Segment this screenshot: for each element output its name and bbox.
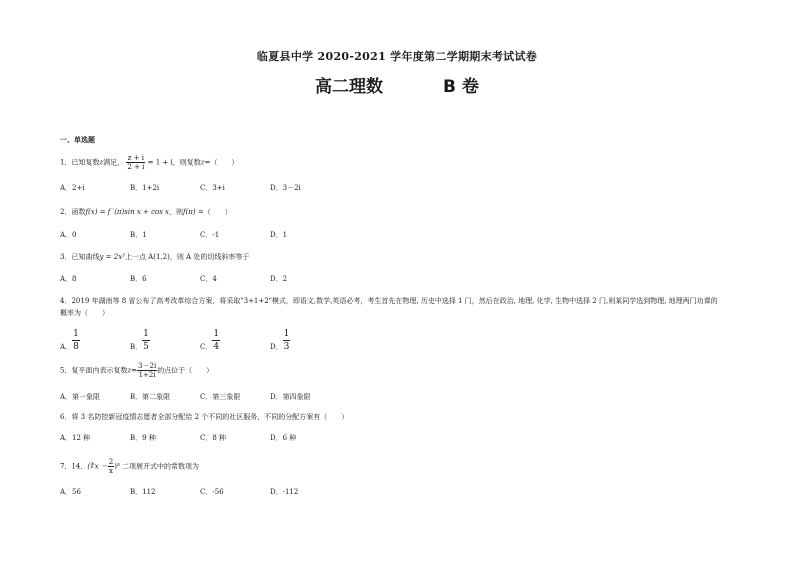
q3-option-d[interactable]: D．2 xyxy=(270,275,288,283)
question-3 xyxy=(60,252,249,262)
q4-c-label: C． xyxy=(200,343,213,351)
q2-post: （ ） xyxy=(203,208,232,216)
q5-option-a[interactable]: A．第一象限 xyxy=(60,393,101,401)
q4-d-fraction xyxy=(283,328,291,353)
q2-option-a[interactable]: A．0 xyxy=(60,231,77,239)
q5-frac-den: 1+2i xyxy=(138,371,156,379)
q1-frac-den: 2 + i xyxy=(127,163,145,171)
section-heading: 一、单选题 xyxy=(60,135,95,144)
q7-frac-num: 2 xyxy=(108,458,114,466)
q2-option-c[interactable]: C．-1 xyxy=(200,231,220,239)
q2-option-d[interactable]: D．1 xyxy=(270,231,288,239)
q5-option-b[interactable]: B．第二象限 xyxy=(130,393,171,401)
q4-d-label: D． xyxy=(270,343,283,351)
q7-post: 二项展开式中的常数项为 xyxy=(122,462,199,471)
q4-option-d[interactable] xyxy=(270,328,290,353)
q2-text: 2．函数 xyxy=(60,208,86,216)
q3-text: 3．已知曲线 xyxy=(60,253,100,261)
q1-post: =（ ） xyxy=(204,158,239,167)
q1-option-a[interactable]: A．2+i xyxy=(60,184,85,192)
q4-b-fraction xyxy=(142,328,150,353)
q1-frac-num: z + i xyxy=(127,154,145,162)
q1-option-b[interactable]: B．1+2i xyxy=(130,184,160,192)
q4-option-b[interactable] xyxy=(130,328,150,353)
q4-option-c[interactable] xyxy=(200,328,220,353)
question-6: 6．将 3 名防控新冠疫情志愿者全部分配给 2 个不同的社区服务，不同的分配方案有（ ） xyxy=(60,413,349,421)
q1-option-c[interactable]: C．3+i xyxy=(200,184,225,192)
q3-expr: y = 2x³ xyxy=(99,253,125,261)
q4-c-fraction xyxy=(212,328,220,353)
q3-option-b[interactable]: B．6 xyxy=(130,275,147,283)
q5-option-c[interactable]: C．第三象限 xyxy=(200,393,241,401)
q7-text: 7．14． xyxy=(60,462,88,471)
q1-fraction xyxy=(126,154,145,171)
paper-version-label: B 卷 xyxy=(443,77,479,97)
q7-option-d[interactable]: D．-112 xyxy=(270,488,299,496)
question-7 xyxy=(60,458,199,475)
q7-option-c[interactable]: C．-56 xyxy=(200,488,224,496)
q4-b-num: 1 xyxy=(143,329,149,339)
q1-var: z xyxy=(99,158,104,167)
q3-option-a[interactable]: A．8 xyxy=(60,275,77,283)
q6-option-a[interactable]: A．12 种 xyxy=(60,434,91,442)
q5-frac-num: 3－2i xyxy=(138,362,157,370)
q2-mid: ，则 xyxy=(168,208,183,216)
exam-title: 临夏县中学 2020-2021 学年度第二学期期末考试试卷 xyxy=(256,50,538,63)
q7-expr-a: (∛x － xyxy=(87,462,108,471)
q7-expr-b: )⁸ xyxy=(114,462,120,471)
q4-a-fraction xyxy=(72,328,80,353)
q1-mid: 满足， xyxy=(103,158,125,167)
q2-option-b[interactable]: B．1 xyxy=(130,231,147,239)
question-5 xyxy=(60,362,213,379)
q2-expr: f(x) = f ′(π)sin x + cos x xyxy=(85,208,169,216)
q1-var2: z xyxy=(200,158,205,167)
q3-post: 上一点 A(1,2)，则 A 处的切线斜率等于 xyxy=(124,253,250,261)
q4-b-label: B． xyxy=(130,343,143,351)
q7-frac-den: x xyxy=(109,467,113,475)
q5-fraction xyxy=(137,362,157,379)
q7-option-a[interactable]: A．56 xyxy=(60,488,81,496)
q4-c-num: 1 xyxy=(213,329,220,339)
q1-rhs: = 1 + i，则复数 xyxy=(147,158,201,167)
question-1 xyxy=(60,154,238,171)
q7-option-b[interactable]: B．112 xyxy=(130,488,156,496)
q6-option-b[interactable]: B．9 种 xyxy=(130,434,156,442)
q2-expr2: f(π) = xyxy=(182,208,204,216)
q4-a-label: A． xyxy=(60,343,73,351)
q4-d-num: 1 xyxy=(283,329,290,339)
q5-option-d[interactable]: D．第四象限 xyxy=(270,393,311,401)
question-2 xyxy=(60,207,232,217)
q4-a-den: 8 xyxy=(73,342,79,352)
q4-b-den: 5 xyxy=(143,342,149,352)
q4-d-den: 3 xyxy=(283,342,290,352)
q5-post: 的点位于（ ） xyxy=(157,366,214,375)
question-4: 4．2019 年湖南等 8 省公布了高考改革综合方案，将采取"3+1+2"模式，即语文,数学,英语必考，考生首先在物理, 历史中选择 1 门，然后在政治, 地理, 化学, 生物中选择 2 门,则某同学选到物理, 地理两门功课的概率为（ ） xyxy=(60,297,718,317)
subject-label: 高二理数 xyxy=(315,77,384,97)
q6-option-d[interactable]: D．6 种 xyxy=(270,434,297,442)
q5-text: 5．复平面内表示复数 xyxy=(60,366,128,375)
q4-option-a[interactable] xyxy=(60,328,80,353)
q4-c-den: 4 xyxy=(213,342,220,352)
q3-option-c[interactable]: C．4 xyxy=(200,275,217,283)
q1-option-d[interactable]: D．3－2i xyxy=(270,184,301,192)
q6-option-c[interactable]: C．8 种 xyxy=(200,434,227,442)
exam-subtitle xyxy=(0,72,794,97)
q1-text: 1．已知复数 xyxy=(60,158,100,167)
q4-a-num: 1 xyxy=(73,329,79,339)
q5-var: z= xyxy=(127,366,138,375)
